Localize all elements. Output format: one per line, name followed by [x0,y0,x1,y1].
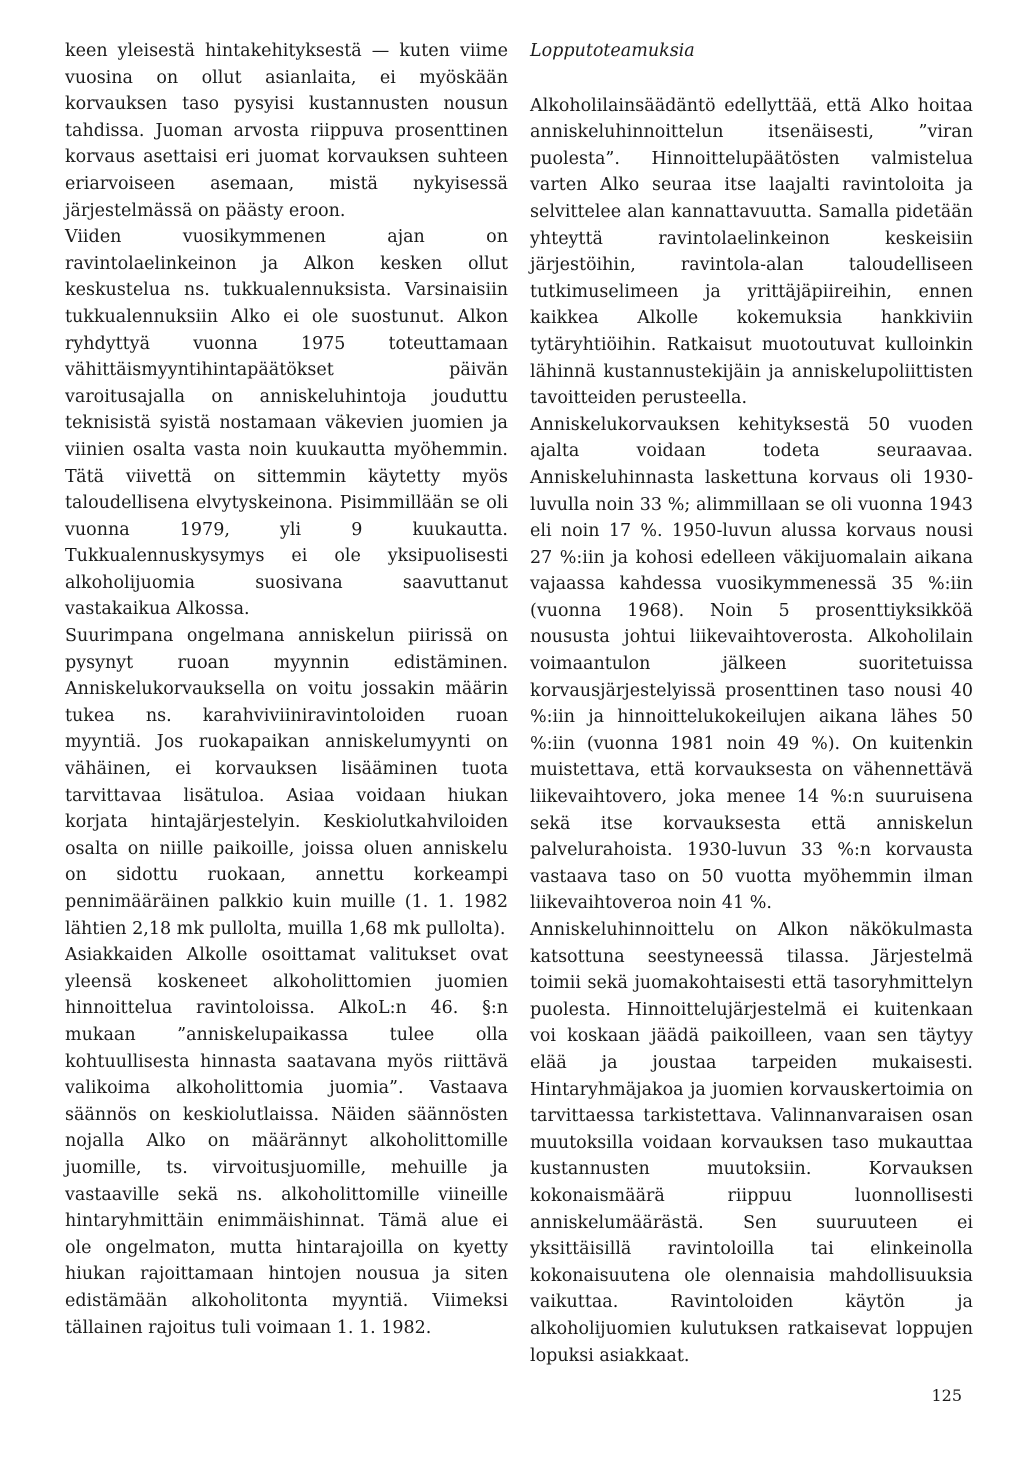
right-column [530,38,973,1369]
section-heading: Lopputoteamuksia [530,41,695,61]
paragraph: Viiden vuosikymmenen ajan on ravintolaelinkeinon ja Alkon kesken ollut keskustelua ns. tukkualennuksista. Varsinaisiin tukkualennuksiin Alko ei ole suostunut. Alkon ryhdyttyä vuonna 1975 toteuttamaan vähittäismyyntihintapäätökset päivän varoitusajalla on anniskeluhintoja jouduttu teknisistä syistä nostamaan väkevien juomien ja viinien osalta vasta noin kuukautta myöhemmin. Tätä viivettä on sittemmin käytetty myös taloudellisena elvytyskeinona. Pisimmillään se oli vuonna 1979, yli 9 kuukautta. Tukkualennuskysymys ei ole yksipuolisesti alkoholijuomia suosivana saavuttanut vastakaikua Alkossa. [65,227,508,620]
page-number: 125 [931,1386,962,1405]
paragraph: Anniskelukorvauksen kehityksestä 50 vuoden ajalta voidaan todeta seuraavaa. Anniskeluhinnasta laskettuna korvaus oli 1930-luvulla noin 33 %; alimmillaan se oli vuonna 1943 eli noin 17 %. 1950-luvun alussa korvaus nousi 27 %:iin ja kohosi edelleen väkijuomalain aikana vajaassa kahdessa vuosikymmenessä 35 %:iin (vuonna 1968). Noin 5 prosenttiyksikköä noususta johtui liikevaihtoverosta. Alkoholilain voimaantulon jälkeen suoritetuissa korvausjärjestelyissä prosenttinen taso nousi 40 %:iin ja hinnoittelukokeilujen aikana lähes 50 %:iin (vuonna 1981 noin 49 %). On kuitenkin muistettava, että korvauksesta on vähennettävä liikevaihtovero, joka menee 14 %:n suuruisena sekä itse korvauksesta että anniskelun palvelurahoista. 1930-luvun 33 %:n korvausta vastaava taso on 50 vuotta myöhemmin ilman liikevaihtoveroa noin 41 %. [530,414,973,914]
paragraph: Alkoholilainsäädäntö edellyttää, että Alko hoitaa anniskeluhinnoittelun itsenäisesti, ”viran puolesta”. Hinnoittelupäätösten valmistelua varten Alko seuraa itse laajalti ravintoloita ja selvittelee alan kannattavuutta. Samalla pidetään yhteyttä ravintolaelinkeinon keskeisiin järjestöihin, ravintola-alan taloudelliseen tutkimuselimeen ja yrittäjäpiireihin, ennen kaikkea Alkolle kokemuksia hankkiviin tytäryhtiöihin. Ratkaisut muotoutuvat kulloinkin lähinnä kustannustekijäin ja anniskelupoliittisten tavoitteiden perusteella. [530,95,973,409]
paragraph: Asiakkaiden Alkolle osoittamat valitukset ovat yleensä koskeneet alkoholittomien juomien hinnoittelua ravintoloissa. AlkoL:n 46. §:n mukaan ”anniskelupaikassa tulee olla kohtuullisesta hinnasta saatavana myös riittävä valikoima alkoholittomia juomia”. Vastaava säännös on keskiolutlaissa. Näiden säännösten nojalla Alko on määrännyt alkoholittomille juomille, ts. virvoitusjuomille, mehuille ja vastaaville sekä ns. alkoholittomille viineille hintaryhmittäin enimmäishinnat. Tämä alue ei ole ongelmaton, mutta hintarajoilla on kyetty hiukan rajoittamaan hintojen nousua ja siten edistämään alkoholitonta myyntiä. Viimeksi tällainen rajoitus tuli voimaan 1. 1. 1982. [65,945,508,1338]
paragraph: Anniskeluhinnoittelu on Alkon näkökulmasta katsottuna seestyneessä tilassa. Järjestelmä toimii sekä juomakohtaisesti että tasoryhmittelyn puolesta. Hinnoittelujärjestelmä ei kuitenkaan voi koskaan jäädä paikoilleen, vaan sen täytyy elää ja joustaa tarpeiden mukaisesti. Hintaryhmäjakoa ja juomien korvauskertoimia on tarvittaessa tarkistettava. Valinnanvaraisen osan muutoksilla voidaan korvauksen taso mukauttaa kustannusten muutoksiin. Korvauksen kokonaismäärä riippuu luonnollisesti anniskelumäärästä. Sen suuruuteen ei yksittäisillä ravintoloilla tai elinkeinolla kokonaisuutena ole olennaisia mahdollisuuksia vaikuttaa. Ravintoloiden käytön ja alkoholijuomien kulutuksen ratkaisevat loppujen lopuksi asiakkaat. [530,920,973,1366]
left-column [65,38,508,1341]
paragraph: Suurimpana ongelmana anniskelun piirissä on pysynyt ruoan myynnin edistäminen. Anniskelukorvauksella on voitu jossakin määrin tukea ns. karahviviiniravintoloiden ruoan myyntiä. Jos ruokapaikan anniskelumyynti on vähäinen, ei korvauksen lisääminen tuota tarvittavaa lisätuloa. Asiaa voidaan hiukan korjata hintajärjestelyin. Keskiolutkahviloiden osalta on niille paikoille, joissa oluen anniskelu on sidottu ruokaan, annettu korkeampi pennimääräinen palkkio kuin muille (1. 1. 1982 lähtien 2,18 mk pullolta, muilla 1,68 mk pullolta). [65,626,508,939]
paragraph: keen yleisestä hintakehityksestä — kuten viime vuosina on ollut asianlaita, ei myöskään korvauksen taso pysyisi kustannusten nousun tahdissa. Juoman arvosta riippuva prosenttinen korvaus asettaisi eri juomat korvauksen suhteen eriarvoiseen asemaan, mistä nykyisessä järjestelmässä on päästy eroon. [65,41,508,221]
